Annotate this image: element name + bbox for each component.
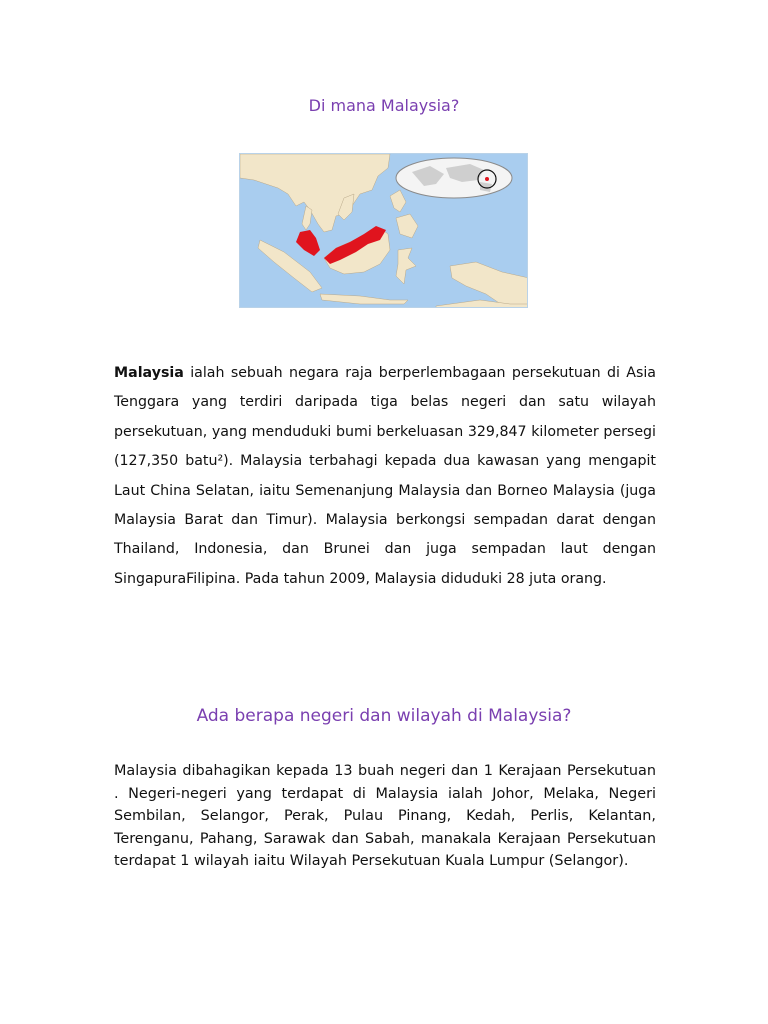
map-graphic xyxy=(240,154,528,308)
section-title-states-and-territories: Ada berapa negeri dan wilayah di Malaysia? xyxy=(196,706,572,726)
section-title-where-is-malaysia: Di mana Malaysia? xyxy=(308,96,460,115)
malaysia-description-text: ialah sebuah negara raja berperlembagaan persekutuan di Asia Tenggara yang terdiri daripada tiga belas negeri dan satu wilayah persekutuan, yang menduduki bumi berkeluasan 329,847 kilometer persegi (127,350 batu²). Malaysia terbahagi kepada dua kawasan yang mengapit Laut China Selatan, iaitu Semenanjung Malaysia dan Borneo Malaysia (juga Malaysia Barat dan Timur). Malaysia berkongsi sempadan darat dengan Thailand, Indonesia, dan Brunei dan juga sempadan laut dengan SingapuraFilipina. Pada tahun 2009, Malaysia diduduki 28 juta orang. xyxy=(114,365,656,587)
malaysia-location-map xyxy=(239,153,528,308)
malaysia-description-paragraph xyxy=(114,359,656,594)
malaysia-bold-term: Malaysia xyxy=(114,365,184,381)
states-description-paragraph: Malaysia dibahagikan kepada 13 buah negeri dan 1 Kerajaan Persekutuan . Negeri-negeri yang terdapat di Malaysia ialah Johor, Melaka, Negeri Sembilan, Selangor, Perak, Pulau Pinang, Kedah, Perlis, Kelantan, Terenganu, Pahang, Sarawak dan Sabah, manakala Kerajaan Persekutuan terdapat 1 wilayah iaitu Wilayah Persekutuan Kuala Lumpur (Selangor). xyxy=(114,763,656,870)
